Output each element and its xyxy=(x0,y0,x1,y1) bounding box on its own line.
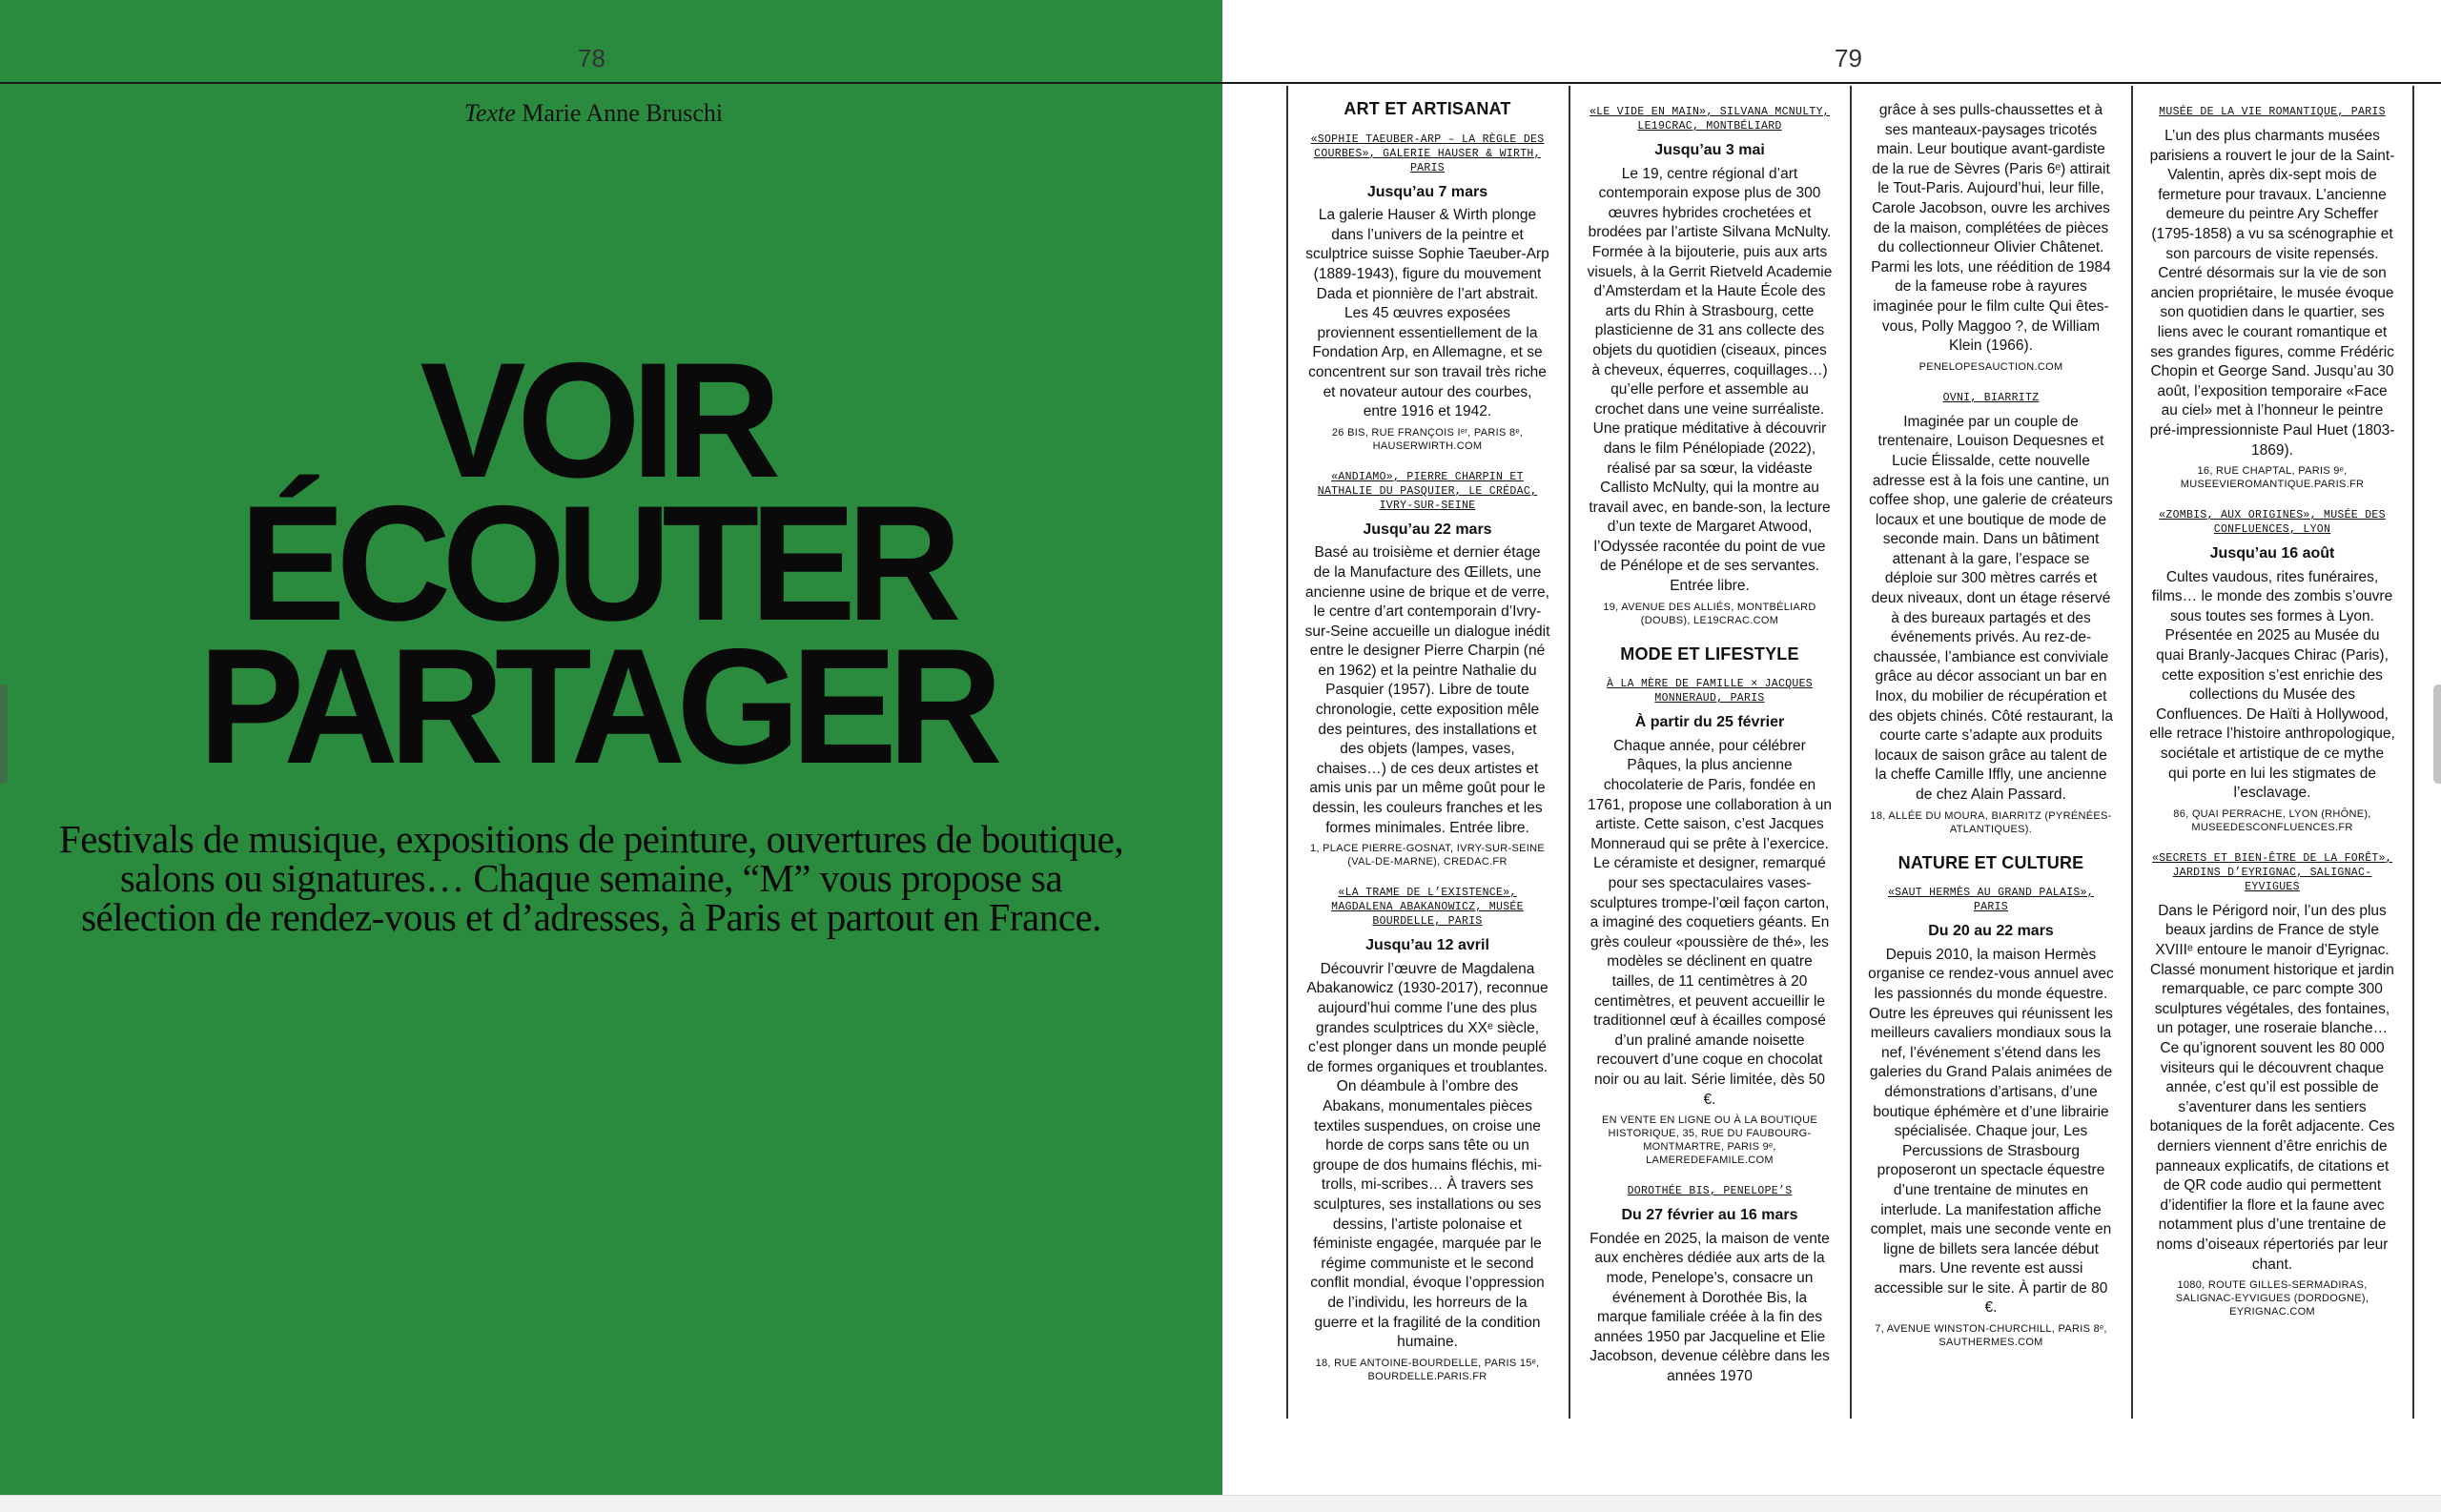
event-address: 26 BIS, RUE FRANÇOIS Iᵉʳ, PARIS 8ᵉ, HAUSERWIRTH.COM xyxy=(1331,426,1524,452)
headline-line-3: PARTAGER xyxy=(198,615,994,798)
byline-label: Texte xyxy=(463,99,516,127)
page-number-right: 79 xyxy=(1835,44,1862,72)
section-heading: ART ET ARTISANAT xyxy=(1344,99,1511,118)
event-title: MUSÉE DE LA VIE ROMANTIQUE, PARIS xyxy=(2159,106,2386,118)
event-date: Du 20 au 22 mars xyxy=(1928,923,2054,940)
event-body: Depuis 2010, la maison Hermès organise ce rendez-vous annuel avec les passionnés du monde équestre. Outre les épreuves qui réunissent les meilleurs cavaliers mondiaux sous la nef, l’événement s’étend dans les galeries du Grand Palais animées de démonstrations d’artisans, d’une boutique éphémère et d’une librairie spécialisée. Chaque jour, Les Percussions de Strasbourg proposeront un spectacle équestre d’une trentaine de minutes en interlude. La manifestation affiche complet, mais une seconde vente en ligne de billets sera lancée début mars. Une revente est aussi accessible sur le site. À partir de 80 €. xyxy=(1868,946,2114,1317)
column-rule xyxy=(1569,86,1570,1419)
event-item xyxy=(1868,391,2114,836)
event-item xyxy=(1304,886,1550,1382)
event-body: La galerie Hauser & Wirth plonge dans l’univers de la peintre et sculptrice suisse Sophie Taeuber-Arp (1889-1943), figure du mouvement Dada et pionnière de l’art abstrait. Les 45 œuvres exposées proviennent essentiellement de la Fondation Arp, en Allemagne, et se concentrent sur son travail très riche et novateur autour des courbes, entre 1916 et 1942. xyxy=(1305,207,1549,420)
right-page xyxy=(1222,0,2441,1495)
byline xyxy=(0,99,1187,128)
event-address: 16, RUE CHAPTAL, PARIS 9ᵉ, MUSEEVIEROMANTIQUE.PARIS.FR xyxy=(2180,465,2365,491)
event-body: Cultes vaudous, rites funéraires, films… le monde des zombis s’ouvre sous toutes ses formes à Lyon. Présentée en 2025 au Musée du quai Branly-Jacques Chirac (Paris), cette exposition s’est enrichie des collections du Musée des Confluences. De Haïti à Hollywood, elle retrace l’histoire anthropologique, sociétale et artistique de ce mythe qui porte en lui les stigmates de l’esclavage. xyxy=(2149,568,2395,802)
column-4 xyxy=(2149,92,2395,1336)
top-rule-left xyxy=(0,82,1222,84)
event-item xyxy=(2149,105,2395,491)
event-body: Le 19, centre régional d’art contemporain expose plus de 300 œuvres hybrides crochetées et brodées par l’artiste Silvana McNulty. Formée à la bijouterie, puis aux arts visuels, à la Gerrit Rietveld Academie d’Amsterdam et la Haute École des arts du Rhin à Strasbourg, cette plasticienne de 31 ans collecte des objets du quotidien (ciseaux, pinces à cheveux, équerres, coquillages…) qu’elle perfore et assemble au crochet dans une veine surréaliste. Une pratique méditative à découvrir dans le film Pénélopiade (2022), réalisé par sa sœur, la vidéaste Callisto McNulty, qui la montre au travail avec, en bande-son, la lecture d’un texte de Margaret Atwood, l’Odyssée racontée du point de vue de Pénélope et de ses servantes. Entrée libre. xyxy=(1587,165,1833,595)
viewer-bottom-bar xyxy=(0,1495,2441,1512)
left-page xyxy=(0,0,1222,1495)
event-title: «ANDIAMO», PIERRE CHARPIN ET NATHALIE DU PASQUIER, LE CRÉDAC, IVRY-SUR-SEINE xyxy=(1317,470,1538,512)
intro-text: Festivals de musique, expositions de peinture, ouvertures de boutique, salons ou signatures… Chaque semaine, “M” vous propose sa sélection de rendez-vous et d’adresses, à Paris et partout en France. xyxy=(58,817,1124,939)
column-3 xyxy=(1868,92,2114,1366)
page-turn-handle-right[interactable] xyxy=(2433,684,2441,784)
column-1 xyxy=(1304,92,1550,1400)
page-number-left: 78 xyxy=(578,44,605,72)
event-address: 1, PLACE PIERRE-GOSNAT, IVRY-SUR-SEINE (VAL-DE-MARNE), CREDAC.FR xyxy=(1310,843,1545,868)
section-heading: MODE ET LIFESTYLE xyxy=(1620,644,1799,664)
headline-line-1: VOIR xyxy=(420,329,772,512)
event-body: Fondée en 2025, la maison de vente aux enchères dédiée aux arts de la mode, Penelope’s, consacre un événement à Dorothée Bis, la marque familiale créée à la fin des années 1950 par Jacqueline et Elie Jacobson, devenue célèbre dans les années 1970 xyxy=(1590,1230,1830,1384)
event-item xyxy=(2149,508,2395,834)
event-address: 7, AVENUE WINSTON-CHURCHILL, PARIS 8ᵉ, SAUTHERMES.COM xyxy=(1875,1323,2107,1349)
event-body: Chaque année, pour célébrer Pâques, la plus ancienne chocolaterie de Paris, fondée en 1761, propose une collaboration à un artiste. Cette saison, c’est Jacques Monneraud qui se prête à l’exercice. Le céramiste et designer, remarqué pour ses spectaculaires vases-sculptures trompe-l’œil façon carton, a imaginé des coquetiers géants. En grès couleur «poussière de thé», les modèles se déclinent en quatre tailles, de 11 centimètres à 20 centimètres, et peuvent accueillir le traditionnel œuf à écailles composé d’un praliné amande noisette recouvert d’une coque en chocolat noir ou au lait. Série limitée, dès 50 €. xyxy=(1588,737,1832,1108)
column-rule xyxy=(2131,86,2133,1419)
byline-author: Marie Anne Bruschi xyxy=(522,99,724,127)
event-address: PENELOPESAUCTION.COM xyxy=(1918,360,2063,373)
event-body-continued: grâce à ses pulls-chaussettes et à ses manteaux-paysages tricotés main. Leur boutique avant-gardiste de la rue de Sèvres (Paris 6ᵉ) attirait le Tout-Paris. Aujourd’hui, leur fille, Carole Jacobson, ouvre les archives de la maison, complétées de pièces du collectionneur Olivier Châtenet. Parmi les lots, une réédition de 1984 de la fameuse robe à rayures imaginée pour le film culte Qui êtes-vous, Polly Maggoo ?, de William Klein (1966). xyxy=(1871,102,2111,355)
event-title: À LA MÈRE DE FAMILLE × JACQUES MONNERAUD, PARIS xyxy=(1606,678,1814,705)
event-title: DOROTHÉE BIS, PENELOPE’S xyxy=(1627,1185,1793,1198)
column-rule xyxy=(1850,86,1852,1419)
event-date: À partir du 25 février xyxy=(1634,714,1785,731)
event-address: 1080, ROUTE GILLES-SERMADIRAS, SALIGNAC-EYVIGUES (DORDOGNE), EYRIGNAC.COM xyxy=(2175,1279,2369,1318)
event-date: Du 27 février au 16 mars xyxy=(1621,1207,1798,1224)
event-title: «SOPHIE TAEUBER-ARP – LA RÈGLE DES COURBES», GALERIE HAUSER & WIRTH, PARIS xyxy=(1310,133,1545,174)
page-turn-handle-left[interactable] xyxy=(0,684,8,784)
event-body: Imaginée par un couple de trentenaire, Louison Dequesnes et Lucie Élissalde, cette nouvelle adresse est à la fois une cantine, un coffee shop, une galerie de créateurs locaux et une boutique de mode de seconde main. Dans un bâtiment attenant à la gare, l’espace se déploie sur 300 mètres carrés et deux niveaux, dont un étage réservé à des bureaux partagés et des événements privés. Au rez-de-chaussée, l’ambiance est conviviale grâce au décor associant un bar en Inox, du mobilier de récupération et des objets chinés. Côté restaurant, la courte carte s’adapte aux produits locaux de saison grâce au talent de la cheffe Camille Iffly, une ancienne de chez Alain Passard. xyxy=(1869,413,2113,803)
event-item xyxy=(1587,1184,1833,1386)
event-title: «SAUT HERMÈS AU GRAND PALAIS», PARIS xyxy=(1887,887,2095,914)
event-address: 86, QUAI PERRACHE, LYON (RHÔNE), MUSEEDESCONFLUENCES.FR xyxy=(2173,807,2371,833)
event-date: Jusqu’au 16 août xyxy=(2209,545,2335,562)
top-rule-right xyxy=(1222,82,2441,84)
event-item xyxy=(1587,677,1833,1167)
event-address: EN VENTE EN LIGNE OU À LA BOUTIQUE HISTORIQUE, 35, RUE DU FAUBOURG-MONTMARTRE, PARIS 9ᵉ, LAMEREDEFAMILE.COM xyxy=(1602,1114,1817,1167)
event-body: Dans le Périgord noir, l’un des plus beaux jardins de France de style XVIIIᵉ entoure le manoir d’Eyrignac. Classé monument historique et jardin remarquable, ce parc compte 300 sculptures végétales, des fontaines, un potager, une roseraie blanche… Ce qu’ignorent souvent les 80 000 visiteurs qui le découvrent chaque année, c’est qu’il est possible de s’aventurer dans les sentiers botaniques de la forêt adjacente. Ces derniers viennent d’être enrichis de panneaux explicatifs, de citations et de QR code audio qui permettent d’identifier la flore et la faune avec notamment plus d’une trentaine de noms d’oiseaux répertoriés par leur chant. xyxy=(2149,902,2395,1273)
event-date: Jusqu’au 22 mars xyxy=(1363,521,1492,538)
column-rule xyxy=(2412,86,2414,1419)
event-title: «SECRETS ET BIEN-ÊTRE DE LA FORÊT», JARDINS D’EYRIGNAC, SALIGNAC-EYVIGUES xyxy=(2151,851,2393,893)
event-title: «LA TRAME DE L’EXISTENCE», MAGDALENA ABAKANOWICZ, MUSÉE BOURDELLE, PARIS xyxy=(1331,887,1524,929)
event-date: Jusqu’au 3 mai xyxy=(1654,142,1765,158)
event-item xyxy=(1868,886,2114,1349)
column-rule xyxy=(1286,86,1288,1419)
event-item xyxy=(1304,470,1550,869)
event-body: Découvrir l’œuvre de Magdalena Abakanowicz (1930-2017), reconnue aujourd’hui comme l’une des plus grandes sculptrices du XXᵉ siècle, c’est plonger dans un monde peuplé de formes organiques et troublantes. On déambule à l’ombre des Abakans, monumentales pièces textiles suspendues, on croise une horde de corps sans tête ou un groupe de dos humains fléchis, mi-trolls, mi-scribes… À travers ses sculptures, ses installations ou ses dessins, l’artiste polonaise et féministe engagée, marquée par le régime communiste et le second conflit mondial, évoque l’oppression de l’individu, les horreurs de la guerre et la fragilité de la condition humaine. xyxy=(1306,960,1549,1351)
event-body: L’un des plus charmants musées parisiens a rouvert le jour de la Saint-Valentin, après dix-sept mois de fermeture pour travaux. L’ancienne demeure du peintre Ary Scheffer (1795-1858) a vu sa scénographie et son parcours de visite repensés. Centré désormais sur la vie de son ancien propriétaire, le musée évoque son quotidien dans le quartier, ses liens avec le courant romantique et ses grandes figures, comme Frédéric Chopin et George Sand. Jusqu’au 30 août, l’exposition temporaire «Face au ciel» met à l’honneur le peintre pré-impressionniste Paul Huet (1803-1869). xyxy=(2149,128,2395,459)
event-address: 18, RUE ANTOINE-BOURDELLE, PARIS 15ᵉ, BOURDELLE.PARIS.FR xyxy=(1315,1357,1540,1382)
event-title: «ZOMBIS, AUX ORIGINES», MUSÉE DES CONFLUENCES, LYON xyxy=(2159,509,2386,537)
event-item xyxy=(1304,133,1550,453)
event-address: 18, ALLÉE DU MOURA, BIARRITZ (PYRÉNÉES-ATLANTIQUES). xyxy=(1870,809,2112,835)
event-date: Jusqu’au 7 mars xyxy=(1366,183,1488,200)
event-address: 19, AVENUE DES ALLIÉS, MONTBÉLIARD (DOUBS), LE19CRAC.COM xyxy=(1603,601,1816,626)
event-item xyxy=(1587,105,1833,627)
event-title: «LE VIDE EN MAIN», SILVANA MCNULTY, LE19CRAC, MONTBÉLIARD xyxy=(1589,106,1831,133)
event-date: Jusqu’au 12 avril xyxy=(1365,937,1489,954)
event-title: OVNI, BIARRITZ xyxy=(1942,391,2040,404)
section-heading: NATURE ET CULTURE xyxy=(1897,852,2084,872)
headline-line-2: ÉCOUTER xyxy=(239,472,953,655)
event-item xyxy=(2149,851,2395,1318)
event-body: Basé au troisième et dernier étage de la Manufacture des Œillets, une ancienne usine de brique et de verre, le centre d’art contemporain d’Ivry-sur-Seine accueille un dialogue inédit entre le designer Pierre Charpin (né en 1962) et la peintre Nathalie du Pasquier (1957). Libre de toute chronologie, cette exposition mêle des peintures, des installations et des objets (lampes, vases, chaises…) de ces deux artistes et amis unis par un même goût pour le dessin, les couleurs franches et les formes minimales. Entrée libre. xyxy=(1304,544,1550,836)
column-2 xyxy=(1587,92,1833,1390)
